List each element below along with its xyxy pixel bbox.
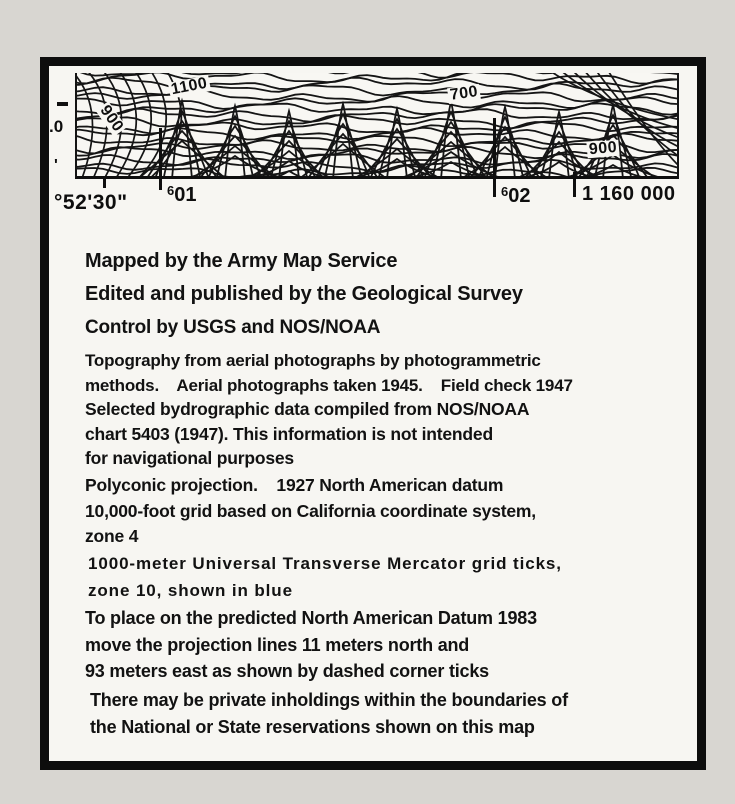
credit-projection-1: Polyconic projection. 1927 North American datum <box>85 475 504 495</box>
grid-label-602 <box>501 185 530 206</box>
contour-label-1100: 1100 <box>169 74 209 99</box>
grid-601-superscript: 6 <box>167 183 175 198</box>
grid-tick-601 <box>159 128 162 190</box>
credit-topography-2: methods. Aerial photographs taken 1945. Field check 1947 <box>85 376 573 395</box>
latitude-label: °52'30" <box>54 191 128 214</box>
credit-inholdings-2: the National or State reservations shown on this map <box>90 717 535 737</box>
credit-nad83-3: 93 meters east as shown by dashed corner ticks <box>85 661 489 681</box>
northing-tick <box>573 172 576 197</box>
credit-nad83-1: To place on the predicted North American Datum 1983 <box>85 608 537 628</box>
credit-hydrography-1: Selected bydrographic data compiled from NOS/NOAA <box>85 399 530 419</box>
credit-topography-1: Topography from aerial photographs by photogrammetric <box>85 351 541 370</box>
contour-lines-art <box>77 73 677 176</box>
contour-label-900-right: 900 <box>588 138 618 159</box>
credit-projection-2: 10,000-foot grid based on California coordinate system, <box>85 501 536 521</box>
credit-projection-3: zone 4 <box>85 526 139 546</box>
plate-interior <box>49 66 697 761</box>
topo-contour-strip <box>75 73 679 179</box>
credit-edited-by: Edited and published by the Geological Survey <box>85 283 523 305</box>
margin-fragment-minute: ' <box>54 157 58 174</box>
latitude-tick <box>103 179 106 188</box>
credit-hydrography-2: chart 5403 (1947). This information is not intended <box>85 424 493 444</box>
grid-label-601 <box>167 184 196 205</box>
grid-602-main: 02 <box>508 185 531 207</box>
grid-602-superscript: 6 <box>501 184 509 199</box>
credit-mapped-by: Mapped by the Army Map Service <box>85 250 398 272</box>
credit-utm-1: 1000-meter Universal Transverse Mercator grid ticks, <box>88 554 562 573</box>
contour-label-900-left: 900 <box>96 102 127 136</box>
map-legend-plate <box>40 57 706 770</box>
contour-label-700: 700 <box>448 83 480 104</box>
credit-inholdings-1: There may be private inholdings within the boundaries of <box>90 690 568 710</box>
credit-nad83-2: move the projection lines 11 meters north and <box>85 635 470 655</box>
margin-tick-dash <box>57 102 68 106</box>
margin-fragment-zero: .0 <box>49 117 64 136</box>
credit-hydrography-3: for navigational purposes <box>85 448 294 468</box>
credit-control: Control by USGS and NOS/NOAA <box>85 317 381 338</box>
grid-tick-602 <box>493 118 496 197</box>
credit-utm-2: zone 10, shown in blue <box>88 581 293 600</box>
northing-label: 1 160 000 <box>582 183 676 205</box>
grid-601-main: 01 <box>174 184 197 206</box>
